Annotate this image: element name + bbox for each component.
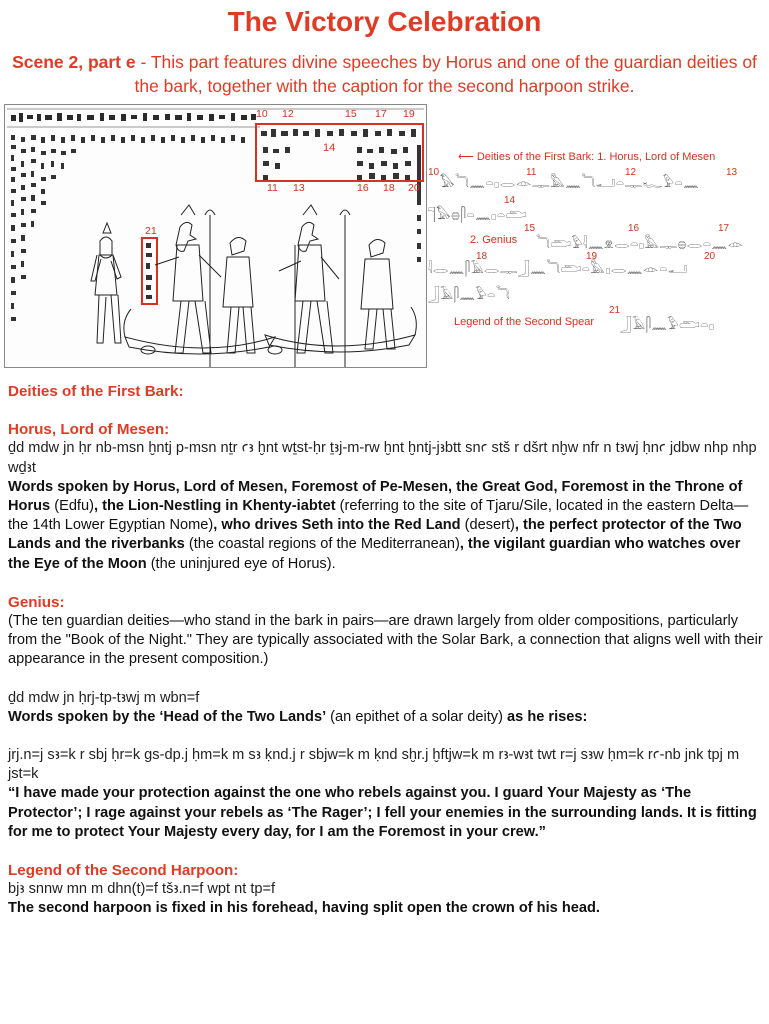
hieroglyph-row-6: 𓃀𓄿𓋴𓈖𓅱𓂧𓏏𓊪 (620, 318, 715, 333)
genius-label: 2. Genius (470, 234, 518, 246)
first-bark-label: ⟵ Deities of the First Bark: 1. Horus, Lord of Mesen (458, 151, 716, 163)
hp-number-19: 19 (586, 251, 598, 262)
figure-number-14: 14 (323, 142, 336, 154)
figure-number-13: 13 (293, 182, 305, 194)
hp-number-10: 10 (428, 167, 440, 178)
horus-translation (8, 478, 763, 574)
hieroglyph-row-4: 𓇋𓂋𓈖𓋴𓄿𓂋𓊃𓃀𓈖𓆓𓂧𓏏𓅓𓊪𓂋𓈖𓁹𓏏𓂝 (428, 262, 689, 277)
figure-number-15: 15 (345, 108, 357, 120)
horus-t9: , the vigilant guardian who watches over the Eye of the Moon (8, 536, 741, 572)
legend-translation: The second harpoon is fixed in his forehead, having split open the crown of his head. (8, 900, 600, 917)
genius-t1: Words spoken by the ‘Head of the Two Lands’ (8, 708, 327, 725)
subtitle-lead: Scene 2, part e (12, 52, 136, 72)
relief-drawing (4, 104, 427, 368)
legend-transliteration: bjꜣ snnw mn m dhn(t)=f tšꜣ.n=f wpt nt tp=f (8, 881, 276, 898)
hp-number-16: 16 (628, 223, 640, 234)
hp-number-13: 13 (726, 167, 738, 178)
hp-number-15: 15 (524, 223, 536, 234)
heading-horus: Horus, Lord of Mesen: (8, 421, 170, 439)
hieroglyph-row-5: 𓃀𓄿𓋴𓈖𓅱𓏏𓆓 (428, 288, 511, 303)
hp-number-14: 14 (504, 195, 516, 206)
first-bark-label-text: Deities of the First Bark: 1. Horus, Lord of Mesen (476, 151, 716, 163)
figure-number-10: 10 (256, 108, 268, 120)
heading-genius: Genius: (8, 593, 65, 611)
speech-transliteration: jrj.n=j sꜣ=k r sbj ḥr=k gs-dp.j ḥm=k m sꜣ ḳnd.j r sbjw=k m ḳnd sḫr.j ḫftjw=k m rꜣ-wꜣt twt r=j sꜣw ḥm=k rꜥ-nb jnk tpj m jst=k (8, 747, 740, 783)
section-heading-first-bark: Deities of the First Bark: (8, 383, 184, 400)
hieroglyph-row-1: 𓅃𓆓𓈖𓏏𓊪𓂋𓁹𓊃𓅓𓈖𓆓𓂝𓏏𓊃𓆑𓅱𓏏𓈖 (440, 176, 700, 191)
horus-t7: , the perfect protector of the Two Lands and the riverbanks (8, 517, 742, 553)
horus-t2: (Edfu) (50, 498, 94, 515)
figure-number-12: 12 (282, 108, 294, 120)
figure-number-20: 20 (408, 182, 420, 194)
horus-transliteration: ḏd mdw jn ḥr nb-msn ḫntj p-msn nṯr ꜥꜣ ḫnt wṯst-ḥr ṯꜣj-m-rw ḫnt ḫntj-jꜣbtt snꜥ stš r dšrt nḫw nfr n tꜣwj ḥnꜥ jdbw nhp nhp wḏꜣt (8, 440, 757, 476)
horus-t8: (the coastal regions of the Mediterranean) (184, 536, 460, 553)
horus-t6: (desert) (460, 517, 515, 534)
hp-number-18: 18 (476, 251, 488, 262)
genius-t3: as he rises: (507, 708, 588, 725)
main-content (8, 382, 763, 919)
figure-number-16: 16 (357, 182, 369, 194)
horus-t5: , who drives Seth into the Red Land (213, 517, 461, 534)
horus-t4: (referring to the site of Tjaru/Sile, located in the eastern Delta—the 14th Lower Egyptian Nome) (8, 498, 749, 534)
hieroglyph-panel (428, 145, 768, 335)
hp-number-20: 20 (704, 251, 716, 262)
heading-legend: Legend of the Second Harpoon: (8, 862, 239, 880)
genius-t2: (an epithet of a solar deity) (326, 708, 508, 725)
figure-number-19: 19 (403, 108, 415, 120)
legend-label: Legend of the Second Spear (454, 316, 595, 328)
figure-number-11: 11 (267, 182, 278, 194)
hp-number-12: 12 (625, 167, 637, 178)
horus-t3: , the Lion-Nestling in Khenty-iabtet (93, 498, 336, 515)
relief-illustration (5, 105, 426, 367)
figure-number-18: 18 (383, 182, 395, 194)
subtitle-rest: - This part features divine speeches by Horus and one of the guardian deities of the bark, together with the caption for the second harpoon strike. (134, 52, 757, 96)
page-subtitle (6, 50, 763, 98)
hieroglyph-row-3: 𓆓𓂧𓅱𓇋𓈖𓁷𓂋𓏏𓊪𓅓𓊃𓐍𓂋𓏏𓈖𓁹 (536, 237, 744, 252)
horus-t1: Words spoken by Horus, Lord of Mesen, Foremost of Pe-Mesen, the Great God, Foremost in the Throne of Horus (8, 478, 743, 515)
hieroglyph-row-2: 𓊹𓅃𓐍𓋴𓏏𓈖𓊪𓏏𓂧 (428, 208, 527, 223)
genius-translation (8, 708, 763, 727)
hp-number-21: 21 (609, 305, 621, 316)
figure-number-21: 21 (145, 225, 157, 237)
horus-t10: (the uninjured eye of Horus). (146, 555, 336, 572)
hp-number-11: 11 (526, 167, 537, 178)
genius-transliteration: ḏd mdw jn ḥrj-tp-tꜣwj m wbn=f (8, 689, 200, 706)
figure-number-17: 17 (375, 108, 387, 120)
page-title: The Victory Celebration (227, 6, 542, 37)
hp-number-17: 17 (718, 223, 730, 234)
genius-note: (The ten guardian deities—who stand in the bark in pairs—are drawn largely from older compositions, particularly from the "Book of the Night." They are typically associated with the Solar Bark, a connection that aligns well with their appearance in the present composition.) (8, 613, 763, 668)
speech-translation: “I have made your protection against the one who rebels against you. I guard Your Majesty as ‘The Protector’; I rage against your rebels as ‘The Rager’; I fell your enemies in the surrounding lands. It is fitting for me to protect Your Majesty every day, for I am the Foremost in your crew.” (8, 785, 757, 840)
